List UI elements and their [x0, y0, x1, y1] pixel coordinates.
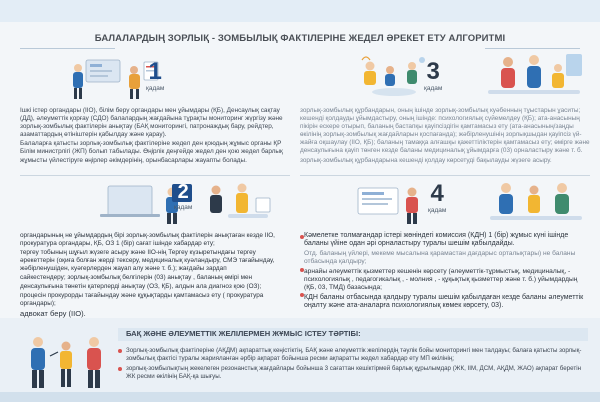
step-2-text [20, 232, 292, 319]
step-4-paragraph: Кәмелетке толмағандар істері жөніндегі комиссия (КДН) 1 (бір) жұмыс күні ішінде баланы үйіне одан әрі орналастыру туралы шешім қабылдайды. [304, 232, 569, 248]
step-4-people-icon [484, 176, 588, 228]
step-4-paragraph: Отд. баланың үйлері, мекеме мысалына қарамастан дағдарыс орталықтары) не баланы отбасында қалдыру; [304, 249, 576, 266]
step-2-number: 2 [177, 181, 189, 203]
media-bullet-icon [118, 349, 122, 353]
title-wrap [0, 28, 600, 46]
step-3-family-icon [478, 50, 588, 106]
step-3-number: 3 [426, 58, 440, 85]
top-band [0, 0, 600, 22]
step-4-word: қадам [428, 207, 447, 214]
media-title: БАҚ ЖӘНЕ ӘЛЕУМЕТТІК ЖЕЛІЛЕРМЕН ЖҰМЫС ІСТЕУ ТӘРТІБІ: [126, 329, 361, 338]
step-1-word: қадам [146, 85, 165, 92]
step-2-paragraph: тергеу тобының шұғыл жүзеге асыру және ІІО-нің Тергеу күзыретындағы тергеу әрекеттерін (оқиға болған жерді тексеру, медициналық куәландыру, СМЭ тағайындау, жәбірленушіден, куәгерлерден жауап алу және т. б.); жағдайы зардап [20, 249, 275, 273]
step-4-number: 4 [430, 180, 444, 207]
title-divider-right [485, 48, 580, 49]
page-title: БАЛАЛАРДЫҢ ЗОРЛЫҚ - ЗОМБЫЛЫҚ ФАКТІЛЕРІНЕ ЖЕДЕЛ ӘРЕКЕТ ЕТУ АЛГОРИТМІ [94, 33, 506, 44]
step-2-officials-icon [198, 178, 278, 228]
step-2-paragraph: сайкестендеру; зорлық-зомбылық белгілерін (03) анықтау , баланың өмірі мен денсаулығына төнетін қатерлерді анықтау (ОЗ, ҚБ), алдын ала диагноз қою (ОЗ); [20, 274, 262, 290]
media-paragraph: Зорлық-зомбылық фактілеріне (АҚДМ) ақпараттық кеңістіктің, БАҚ және әлеуметтік желілердің тәулік бойы мониторингі мен талдауы; балаға қатысты зорлық-зомбылық фактісі туралы жарияланған әрбір ақпарат бойынша ресми ақпаратты жедел хабардар ету МП өкілінің; [126, 347, 582, 362]
step-4-illustration-icon [352, 180, 432, 226]
bottom-strip [0, 392, 600, 402]
step-3-illustration-icon [354, 52, 434, 102]
step-4-head [428, 182, 446, 214]
media-illustration-icon [20, 328, 114, 392]
divider [20, 175, 290, 176]
step-4-bullet-icon [300, 268, 304, 272]
step-4-text [304, 232, 590, 312]
step-4-bullet-icon [300, 235, 304, 239]
step-3-word: қадам [424, 85, 443, 92]
media-bullet-icon [118, 367, 122, 371]
step-4-bullet-icon [300, 293, 304, 297]
step-3-paragraph: зорлық-зомбылық құрбандарын, оның ішінде зорлық-зомбылық куәбенның тұыстарын ұаситы; кешенді қолдауды ұйымдастыру, оның ішінде: психологиялық сүйемелдеу (ҚБ); ата-анасының пікірін ескере отырып, баланың бастапқы қауіпсіздігін қамтамасыз ету (ата-анасының/заңды өкілінің зорлық-зомбылық жағдайларын қоспағанда); жәбірленушінің зорлықшыдан қауіпсіз үй-жайға оқшаулау (ІІО, ҚБ); баланың тамаққа алғашқы қажеттіліктерін қамтамасыз ету; өмірге және денсаулығына қауіп төнген кезде баланы медициналық ұйымдарға (03) орналастыру және т. б. [300, 107, 590, 155]
step-1-paragraph: Балаларға қатысты зорлық-зомбылық фактілеріне жедел ден қоюдың жұмыс органы ҚР Білім министрлігі (ЖП) болып табылады. Өңірлік деңгейде жедел ден қою жедел барлық жұмысты үйлестіруге өңірлер әкімдерінің, орынбасарлары жауапты болады. [20, 140, 283, 164]
step-2-paragraph: процесін прокурорды тағайындау және құқықтарды қамтамасыз ету ( прокуратура органдары); [20, 291, 264, 307]
step-2-paragraph: органдарының не ұйымдардың бірі зорлық-зомбылық фактілерін анықтаған кезде ІІО, прокуратура органдары, ҚБ, ОЗ 1 (бір) сағат ішінде хабардар ету; [20, 232, 275, 248]
step-3-paragraph: зорлық-зомбылық құрбандарына кешенді қолдау көрсетуді бақылауды жүзеге асыру. [300, 156, 552, 164]
step-1-number: 1 [148, 58, 162, 85]
step-3-text [300, 107, 590, 166]
title-divider-left [20, 48, 115, 49]
step-4-paragraph: арнайы әлеуметтік қызметтер кешенін көрсету (әлеуметтік-тұрмыстық, медициналық, - психологиялық , педагогикалық , - молния , - құқықтық қызметтер және т. б.) уйымдардың (ҚБ, 03, ТМД) базасында; [304, 267, 578, 292]
media-paragraph: зорлық-зомбылықтың жекелеген резонанстық жағдайлары бойынша 3 сағаттан кешіктірмей барлық құрылымдар (ЖК, ІІМ, ДСМ, АҚДМ, ЖАО) ақпарат беретін ЖК ресми өкілінің БАҚ-қа шығуы. [126, 365, 581, 380]
step-4-paragraph: КДН баланы отбасында қалдыру туралы шешім қабылдаған кезде баланы әлеуметтік оңалту және ата-аналарға психологиялық көмек көрсету, 03). [304, 293, 584, 310]
step-3-head [424, 60, 442, 92]
step-1-paragraph: Ішкі істер органдары (ІІО), білім беру органдары мен ұйымдары (ҚБ), Денсаулық сақтау (ДД), әлеуметтік қорғау (СДО) балалардың жағдайына тұрақты мониторинг жүргізу және зорлық-зомбылық фактілерін анықтау (БАҚ мониторингі, патронаждық бару, рейдтер, азаматтардың өтініштерін қабылдау және қарау). [20, 107, 283, 139]
step-2-paragraph: адвокат беру (ІІО). [20, 308, 86, 318]
step-2-head [174, 181, 192, 211]
step-1-text [20, 107, 292, 166]
step-2-word: қадам [174, 204, 193, 211]
media-text [126, 347, 588, 383]
step-1-head [146, 60, 164, 92]
